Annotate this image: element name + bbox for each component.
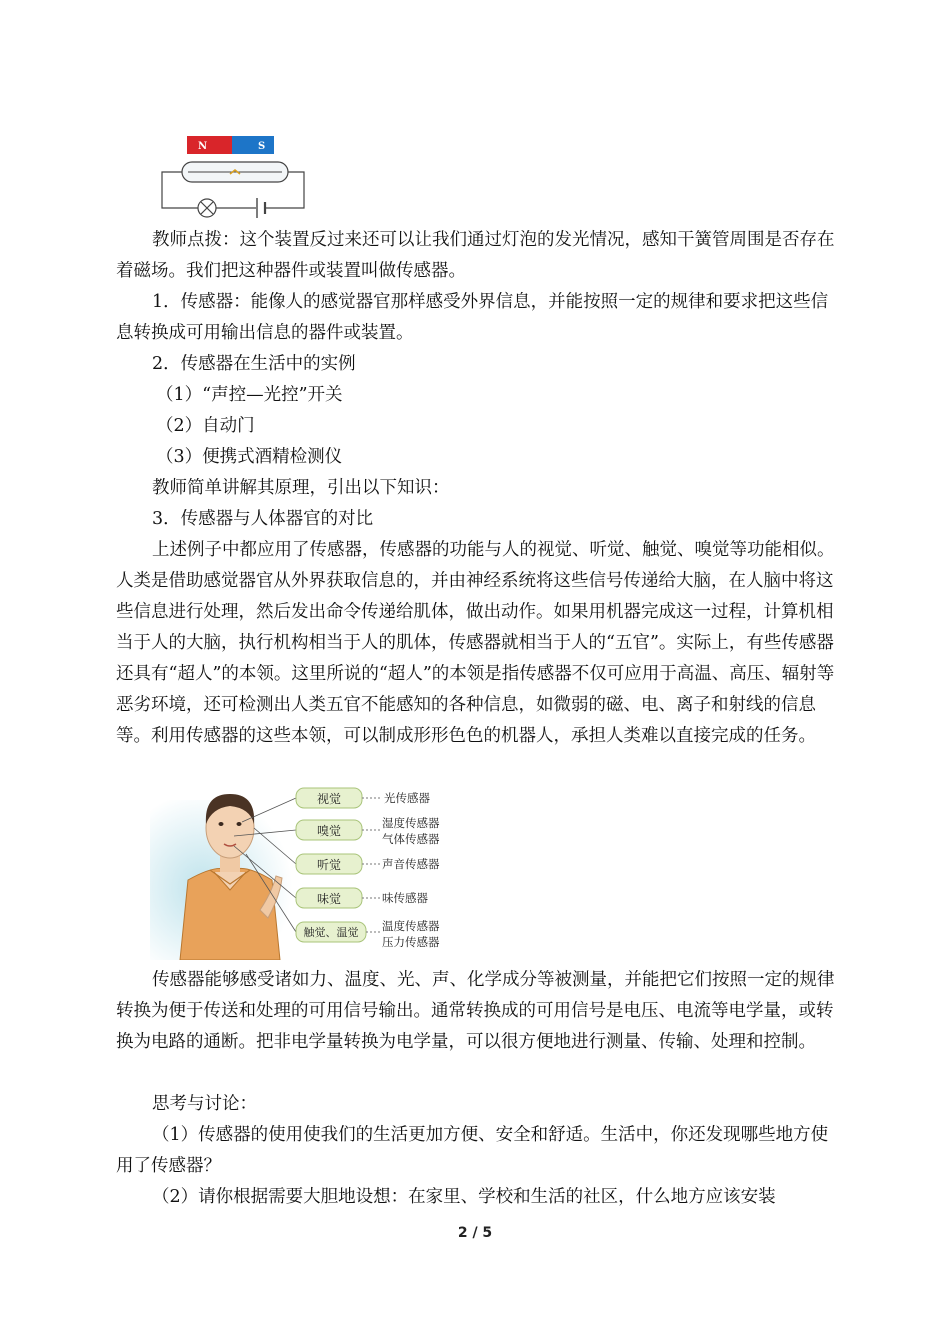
sensor-definition-paragraph: 1．传感器：能像人的感觉器官那样感受外界信息，并能按照一定的规律和要求把这些信息转换成可用输出信息的器件或装置。 — [116, 292, 829, 343]
discussion-question-1: （1）传感器的使用使我们的生活更加方便、安全和舒适。生活中，你还发现哪些地方使用了传感器？ — [116, 1125, 829, 1176]
magnet-s-label: S — [258, 141, 266, 152]
teacher-explain-paragraph: 教师简单讲解其原理，引出以下知识： — [152, 478, 450, 498]
sense-row-hearing — [296, 854, 440, 874]
magnet-south-pole — [232, 136, 274, 154]
sensor-label: 光传感器 — [384, 791, 430, 805]
sense-row-vision — [296, 788, 430, 808]
measurement-paragraph: 传感器能够感受诸如力、温度、光、声、化学成分等被测量，并能把它们按照一定的规律转换为便于传送和处理的可用信号输出。通常转换成的可用信号是电压、电流等电学量，或转换为电路的通断。把非电学量转换为电学量，可以很方便地进行测量、传输、处理和控制。 — [116, 970, 835, 1052]
magnet-north-pole — [187, 136, 232, 154]
sensor-label: 气体传感器 — [382, 832, 440, 846]
sense-label: 听觉 — [316, 858, 342, 872]
magnet-n-label: N — [198, 141, 208, 152]
sense-label: 触觉、温觉 — [303, 926, 359, 939]
example-item-2: （2）自动门 — [156, 416, 255, 436]
discussion-heading: 思考与讨论： — [152, 1094, 257, 1114]
sensor-label: 味传感器 — [382, 891, 428, 905]
sense-label: 味觉 — [316, 892, 342, 906]
sense-row-taste — [296, 888, 428, 908]
examples-heading: 2．传感器在生活中的实例 — [152, 354, 356, 374]
teacher-note-paragraph: 教师点拨：这个装置反过来还可以让我们通过灯泡的发光情况，感知干簧管周围是否存在着磁场。我们把这种器件或装置叫做传感器。 — [116, 230, 835, 281]
comparison-paragraph: 上述例子中都应用了传感器，传感器的功能与人的视觉、听觉、触觉、嗅觉等功能相似。人类是借助感觉器官从外界获取信息的，并由神经系统将这些信号传递给大脑，在人脑中将这些信息进行处理，然后发出命令传递给肌体，做出动作。如果用机器完成这一过程，计算机相当于人的大脑，执行机构相当于人的肌体，传感器就相当于人的“五官”。实际上，有些传感器还具有“超人”的本领。这里所说的“超人”的本领是指传感器不仅可应用于高温、高压、辐射等恶劣环境，还可检测出人类五官不能感知的各种信息，如微弱的磁、电、离子和射线的信息等。利用传感器的这些本领，可以制成形形色色的机器人，承担人类难以直接完成的任务。 — [116, 540, 835, 746]
sensor-label: 湿度传感器 — [382, 816, 440, 830]
senses-sensors-figure — [150, 780, 460, 960]
sense-row-smell — [296, 816, 440, 846]
example-item-3: （3）便携式酒精检测仪 — [156, 447, 343, 467]
sense-label: 视觉 — [316, 792, 342, 806]
sensor-label: 压力传感器 — [382, 935, 440, 949]
example-item-1: （1）“声控—光控”开关 — [156, 385, 343, 405]
sensor-label: 温度传感器 — [382, 919, 440, 933]
sensor-label: 声音传感器 — [382, 857, 440, 871]
sense-label: 嗅觉 — [316, 824, 342, 838]
page-number: 2 / 5 — [457, 1225, 493, 1241]
comparison-heading: 3．传感器与人体器官的对比 — [152, 509, 374, 529]
sense-row-touch-temperature — [296, 919, 440, 949]
discussion-question-2: （2）请你根据需要大胆地设想：在家里、学校和生活的社区，什么地方应该安装 — [152, 1187, 776, 1207]
reed-switch-circuit-figure — [160, 130, 310, 222]
